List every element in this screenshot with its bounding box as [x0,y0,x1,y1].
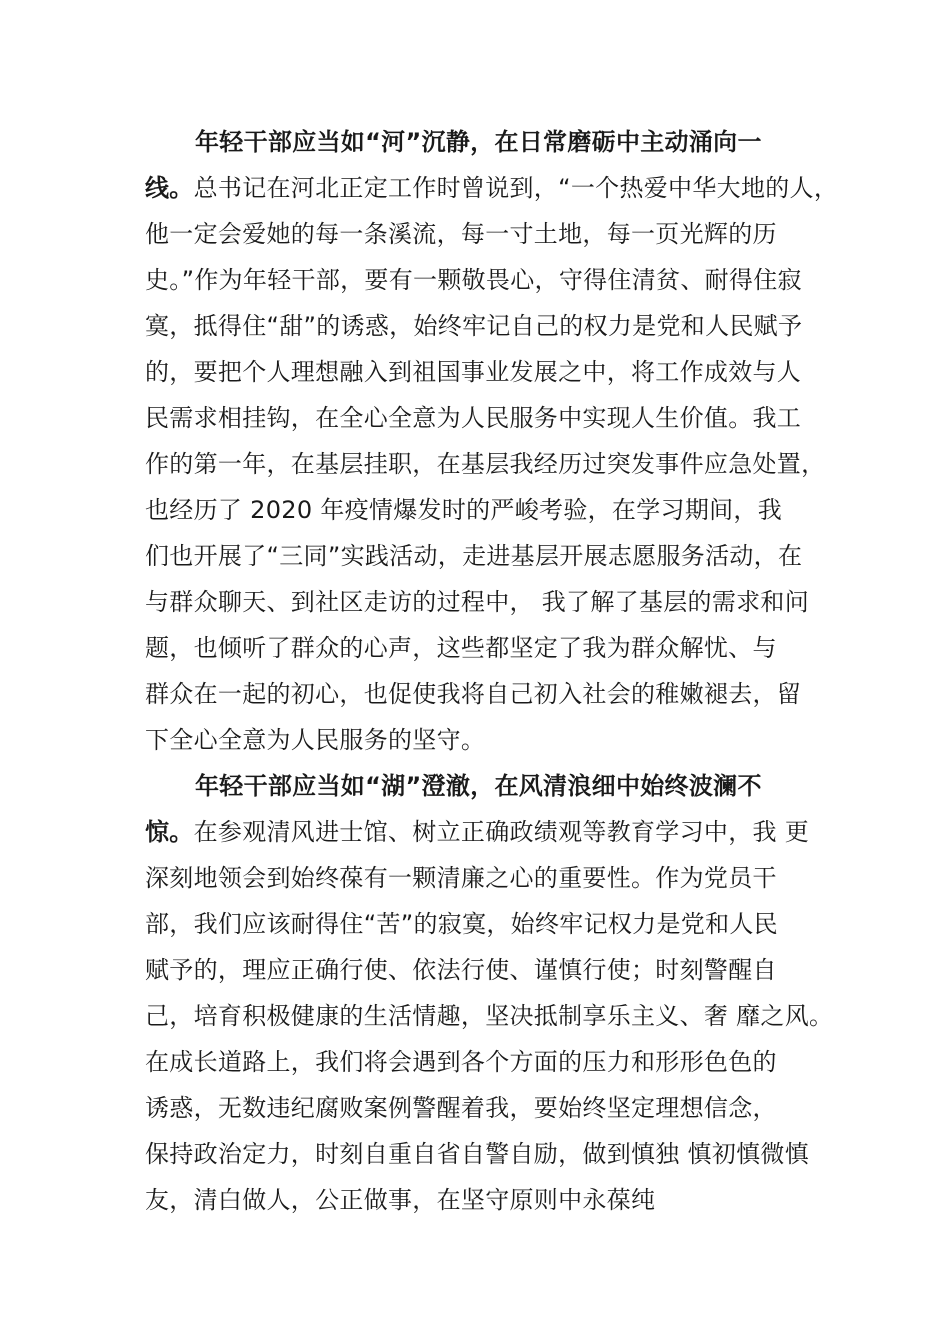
paragraph-2-line-7: 诱惑，无数违纪腐败案例警醒着我，要始终坚定理想信念， [145,1094,777,1122]
paragraph-2-line-1 [145,812,809,852]
paragraph-1-line-6: 民需求相挂钩，在全心全意为人民服务中实现人生价值。我工 [145,404,802,432]
paragraph-1-text: 总书记在河北正定工作时曾说到，“一个热爱中华大地的人， [193,174,839,202]
paragraph-2-line-9: 友，清白做人，公正做事，在坚守原则中永葆纯 [145,1186,656,1214]
paragraph-1-line-8: 也经历了 2020 年疫情爆发时的严峻考验，在学习期间，我 [145,496,783,524]
paragraph-1-line-11: 题，也倾听了群众的心声，这些都坚定了我为群众解忧、与 [145,634,777,662]
paragraph-2-line-8: 保持政治定力，时刻自重自省自警自励，做到慎独 慎初慎微慎 [145,1140,810,1168]
paragraph-1-line-10: 与群众聊天、到社区走访的过程中， 我了解了基层的需求和问 [145,588,810,616]
paragraph-2-line-2: 深刻地领会到始终葆有一颗清廉之心的重要性。作为党员干 [145,864,777,892]
paragraph-1-line-3: 史。”作为年轻干部，要有一颗敬畏心，守得住清贫、耐得住寂 [145,266,802,294]
paragraph-2-line-3: 部，我们应该耐得住“苦”的寂寞，始终牢记权力是党和人民 [145,910,778,938]
paragraph-1-heading-end: 线。 [145,174,194,202]
paragraph-1-line-4: 寞，抵得住“甜”的诱惑，始终牢记自己的权力是党和人民赋予 [145,312,803,340]
paragraph-1-line-2: 他一定会爱她的每一条溪流，每一寸土地，每一页光辉的历 [145,220,777,248]
paragraph-1-line-1 [145,168,838,208]
paragraph-1-line-13: 下全心全意为人民服务的坚守。 [145,726,486,754]
paragraph-1-line-9: 们也开展了“三同”实践活动，走进基层开展志愿服务活动，在 [145,542,803,570]
paragraph-1-line-5: 的，要把个人理想融入到祖国事业发展之中，将工作成效与人 [145,358,802,386]
paragraph-2-line-4: 赋予的，理应正确行使、依法行使、谨慎行使；时刻警醒自 [145,956,777,984]
paragraph-2-line-5: 己，培育积极健康的生活情趣，坚决抵制享乐主义、奢 靡之风。 [145,1002,834,1030]
paragraph-2-line-6: 在成长道路上，我们将会遇到各个方面的压力和形形色色的 [145,1048,777,1076]
paragraph-2-heading-end: 惊。 [145,818,194,846]
paragraph-1-heading: 年轻干部应当如“河”沉静，在日常磨砺中主动涌向一 [195,128,762,156]
paragraph-2-text: 在参观清风进士馆、树立正确政绩观等教育学习中，我 更 [193,818,810,846]
paragraph-2-heading: 年轻干部应当如“湖”澄澈，在风清浪细中始终波澜不 [195,772,762,800]
paragraph-1-line-12: 群众在一起的初心，也促使我将自己初入社会的稚嫩褪去，留 [145,680,802,708]
paragraph-1-line-7: 作的第一年，在基层挂职，在基层我经历过突发事件应急处置， [145,450,826,478]
